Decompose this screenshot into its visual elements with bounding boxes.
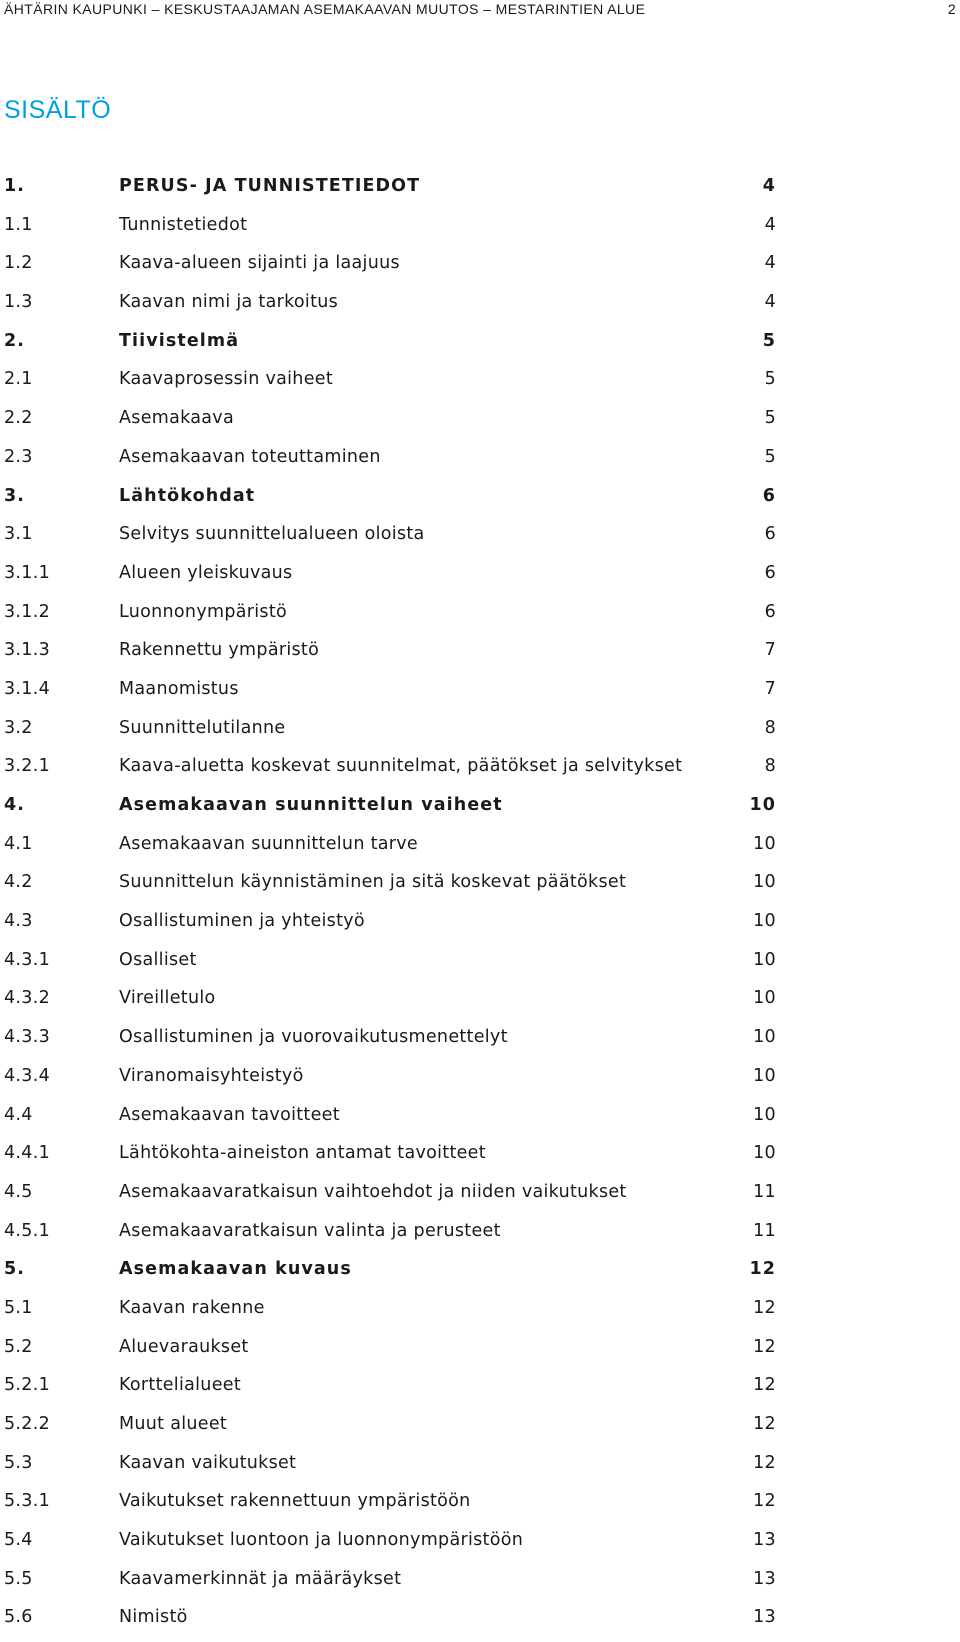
toc-entry-page: 13 xyxy=(753,1530,776,1551)
toc-entry[interactable] xyxy=(0,868,960,907)
toc-entry[interactable] xyxy=(0,443,960,482)
toc-entry-number: 4.3 xyxy=(4,911,33,932)
toc-entry-page: 8 xyxy=(764,756,776,777)
toc-entry[interactable] xyxy=(0,1449,960,1488)
toc-entry-number: 4.4.1 xyxy=(4,1143,51,1164)
toc-entry[interactable] xyxy=(0,1371,960,1410)
toc-entry-label: Asemakaavaratkaisun valinta ja perusteet xyxy=(119,1220,501,1241)
toc-entry-number: 1.1 xyxy=(4,214,33,235)
toc-entry-number: 5.4 xyxy=(4,1530,33,1551)
toc-entry-label: Alueen yleiskuvaus xyxy=(119,562,293,583)
toc-entry[interactable] xyxy=(0,907,960,946)
toc-entry-number: 1. xyxy=(4,176,26,196)
toc-entry-label: Maanomistus xyxy=(119,678,239,699)
toc-entry-page: 11 xyxy=(753,1220,776,1241)
toc-entry[interactable] xyxy=(0,559,960,598)
toc-entry[interactable] xyxy=(0,598,960,637)
toc-entry-page: 10 xyxy=(753,988,776,1009)
toc-entry-number: 3.2 xyxy=(4,717,33,738)
toc-entry[interactable] xyxy=(0,984,960,1023)
toc-entry-number: 5.1 xyxy=(4,1297,33,1318)
toc-entry[interactable] xyxy=(0,1487,960,1526)
toc-entry[interactable] xyxy=(0,1526,960,1565)
toc-entry-page: 7 xyxy=(764,640,776,661)
toc-entry-number: 5.2.2 xyxy=(4,1414,51,1434)
toc-entry-label: Luonnonympäristö xyxy=(119,601,287,622)
toc-entry[interactable] xyxy=(0,249,960,288)
toc-entry-label: Selvitys suunnittelualueen oloista xyxy=(119,524,425,545)
toc-entry[interactable] xyxy=(0,288,960,327)
toc-entry-label: Tunnistetiedot xyxy=(119,214,248,235)
toc-entry-label: Kaavaprosessin vaiheet xyxy=(119,369,333,390)
toc-entry-page: 5 xyxy=(764,408,776,429)
toc-entry[interactable] xyxy=(0,1101,960,1140)
page-header xyxy=(0,0,960,20)
toc-entry-label: Osallistuminen ja vuorovaikutusmenettelyt xyxy=(119,1027,508,1048)
toc-entry-page: 10 xyxy=(753,833,776,854)
toc-entry-label: Suunnittelun käynnistäminen ja sitä koskevat päätökset xyxy=(119,872,627,893)
toc-entry[interactable] xyxy=(0,1294,960,1333)
toc-entry-page: 4 xyxy=(762,176,776,196)
toc-entry-number: 3.1.3 xyxy=(4,640,51,661)
toc-entry-label: Rakennettu ympäristö xyxy=(119,640,320,661)
toc-entry-number: 2.3 xyxy=(4,446,33,467)
toc-entry-page: 10 xyxy=(753,1065,776,1086)
toc-entry[interactable] xyxy=(0,791,960,830)
toc-entry[interactable] xyxy=(0,752,960,791)
toc-entry-page: 11 xyxy=(753,1181,776,1202)
toc-entry-number: 4.5.1 xyxy=(4,1220,51,1241)
toc-entry-number: 5.5 xyxy=(4,1568,33,1589)
toc-entry[interactable] xyxy=(0,172,960,211)
toc-entry-page: 12 xyxy=(753,1297,776,1318)
toc-entry[interactable] xyxy=(0,675,960,714)
toc-entry-number: 3.2.1 xyxy=(4,756,51,777)
toc-entry-page: 4 xyxy=(764,292,776,313)
toc-entry[interactable] xyxy=(0,482,960,521)
toc-entry-label: Suunnittelutilanne xyxy=(119,717,286,738)
toc-entry-number: 4.2 xyxy=(4,872,33,893)
toc-entry-label: Kaavan nimi ja tarkoitus xyxy=(119,292,339,313)
toc-entry-page: 6 xyxy=(762,485,776,506)
toc-entry-number: 4.3.2 xyxy=(4,988,51,1009)
toc-entry-label: Kaavan rakenne xyxy=(119,1297,265,1318)
toc-entry-label: Muut alueet xyxy=(119,1414,228,1434)
toc-entry-number: 4. xyxy=(4,795,26,815)
toc-entry-label: Vaikutukset rakennettuun ympäristöön xyxy=(119,1491,471,1512)
toc-entry-number: 2.2 xyxy=(4,408,33,429)
toc-entry-label: Viranomaisyhteistyö xyxy=(119,1065,304,1086)
toc-entry[interactable] xyxy=(0,1565,960,1604)
toc-entry-page: 12 xyxy=(749,1259,776,1280)
toc-entry[interactable] xyxy=(0,1062,960,1101)
toc-entry[interactable] xyxy=(0,1139,960,1178)
toc-entry-label: Kaava-alueen sijainti ja laajuus xyxy=(119,253,400,274)
toc-entry[interactable] xyxy=(0,714,960,753)
toc-entry-number: 4.3.4 xyxy=(4,1065,51,1086)
toc-entry-number: 2. xyxy=(4,330,26,351)
toc-entry-number: 4.3.1 xyxy=(4,949,51,970)
toc-entry-page: 13 xyxy=(753,1568,776,1589)
toc-entry-label: Asemakaavan suunnittelun tarve xyxy=(119,833,418,854)
toc-entry-page: 10 xyxy=(753,872,776,893)
toc-entry-number: 4.4 xyxy=(4,1104,33,1125)
toc-entry[interactable] xyxy=(0,1255,960,1294)
toc-entry-label: PERUS- JA TUNNISTETIEDOT xyxy=(119,176,421,196)
toc-entry-number: 4.5 xyxy=(4,1181,33,1202)
toc-entry[interactable] xyxy=(0,946,960,985)
toc-entry-label: Tiivistelmä xyxy=(119,330,240,351)
toc-entry-page: 10 xyxy=(753,1104,776,1125)
toc-entry[interactable] xyxy=(0,636,960,675)
toc-entry-page: 5 xyxy=(762,330,776,351)
toc-entry-label: Asemakaavan kuvaus xyxy=(119,1259,352,1280)
toc-entry-number: 5.3.1 xyxy=(4,1491,51,1512)
toc-entry-number: 5.3 xyxy=(4,1452,33,1473)
toc-entry-number: 5.2.1 xyxy=(4,1375,51,1396)
toc-entry-label: Osallistuminen ja yhteistyö xyxy=(119,911,365,932)
toc-entry-page: 4 xyxy=(764,253,776,274)
toc-entry-number: 3.1.4 xyxy=(4,678,51,699)
toc-entry-page: 7 xyxy=(764,678,776,699)
toc-entry[interactable] xyxy=(0,365,960,404)
toc-title: SISÄLTÖ xyxy=(4,96,112,124)
toc-entry[interactable] xyxy=(0,1217,960,1256)
toc-entry-page: 12 xyxy=(753,1375,776,1396)
toc-entry-label: Kaavamerkinnät ja määräykset xyxy=(119,1568,402,1589)
toc-entry-number: 5.2 xyxy=(4,1336,33,1357)
toc-entry-page: 6 xyxy=(764,562,776,583)
toc-entry-label: Aluevaraukset xyxy=(119,1336,249,1357)
toc-entry-number: 1.3 xyxy=(4,292,33,313)
toc-entry-label: Asemakaavaratkaisun vaihtoehdot ja niiden vaikutukset xyxy=(119,1181,627,1202)
toc-entry-page: 12 xyxy=(753,1452,776,1473)
toc-entry-number: 5.6 xyxy=(4,1607,33,1628)
toc-entry-page: 10 xyxy=(753,911,776,932)
toc-entry-page: 12 xyxy=(753,1491,776,1512)
toc-entry-label: Kaavan vaikutukset xyxy=(119,1452,297,1473)
toc-entry[interactable] xyxy=(0,211,960,250)
toc-entry[interactable] xyxy=(0,1178,960,1217)
toc-entry-label: Asemakaavan tavoitteet xyxy=(119,1104,340,1125)
toc-entry-label: Kaava-aluetta koskevat suunnitelmat, päätökset ja selvitykset xyxy=(119,756,683,777)
toc-entry-page: 12 xyxy=(753,1336,776,1357)
toc-entry[interactable] xyxy=(0,1603,960,1642)
toc-entry-page: 12 xyxy=(753,1414,776,1434)
toc-entry-page: 8 xyxy=(764,717,776,738)
toc-entry-label: Nimistö xyxy=(119,1607,188,1628)
toc-entry-label: Korttelialueet xyxy=(119,1375,241,1396)
toc-entry-page: 10 xyxy=(749,795,776,815)
toc-entry[interactable] xyxy=(0,520,960,559)
toc-entry-label: Asemakaavan toteuttaminen xyxy=(119,446,381,467)
toc-entry-label: Lähtökohdat xyxy=(119,485,256,506)
toc-entry[interactable] xyxy=(0,1023,960,1062)
toc-entry-number: 3.1.1 xyxy=(4,562,51,583)
toc-entry[interactable] xyxy=(0,327,960,366)
header-page-number: 2 xyxy=(947,1,956,17)
toc-entry-page: 6 xyxy=(764,524,776,545)
toc-entry-label: Asemakaava xyxy=(119,408,234,429)
toc-entry[interactable] xyxy=(0,404,960,443)
header-title: ÄHTÄRIN KAUPUNKI – KESKUSTAAJAMAN ASEMAKAAVAN MUUTOS – MESTARINTIEN ALUE xyxy=(4,1,646,17)
toc-entry[interactable] xyxy=(0,1410,960,1449)
toc-entry-number: 5. xyxy=(4,1259,26,1280)
toc-entry-page: 4 xyxy=(764,214,776,235)
toc-entry-label: Vireilletulo xyxy=(119,988,216,1009)
toc-entry[interactable] xyxy=(0,1333,960,1372)
toc-entry-label: Lähtökohta-aineiston antamat tavoitteet xyxy=(119,1143,486,1164)
toc-entry-number: 4.1 xyxy=(4,833,33,854)
toc-entry-number: 3. xyxy=(4,485,26,506)
toc-entry-page: 10 xyxy=(753,1027,776,1048)
toc-list xyxy=(0,172,960,1642)
toc-entry-page: 10 xyxy=(753,949,776,970)
toc-entry-page: 5 xyxy=(764,446,776,467)
toc-entry-number: 3.1 xyxy=(4,524,33,545)
toc-entry-label: Vaikutukset luontoon ja luonnonympäristöön xyxy=(119,1530,524,1551)
toc-entry-label: Asemakaavan suunnittelun vaiheet xyxy=(119,795,503,815)
toc-entry-page: 10 xyxy=(753,1143,776,1164)
toc-entry[interactable] xyxy=(0,830,960,869)
toc-entry-page: 5 xyxy=(764,369,776,390)
toc-entry-page: 6 xyxy=(764,601,776,622)
toc-entry-number: 4.3.3 xyxy=(4,1027,51,1048)
toc-entry-number: 2.1 xyxy=(4,369,33,390)
toc-entry-label: Osalliset xyxy=(119,949,197,970)
toc-entry-number: 1.2 xyxy=(4,253,33,274)
toc-entry-number: 3.1.2 xyxy=(4,601,51,622)
toc-entry-page: 13 xyxy=(753,1607,776,1628)
